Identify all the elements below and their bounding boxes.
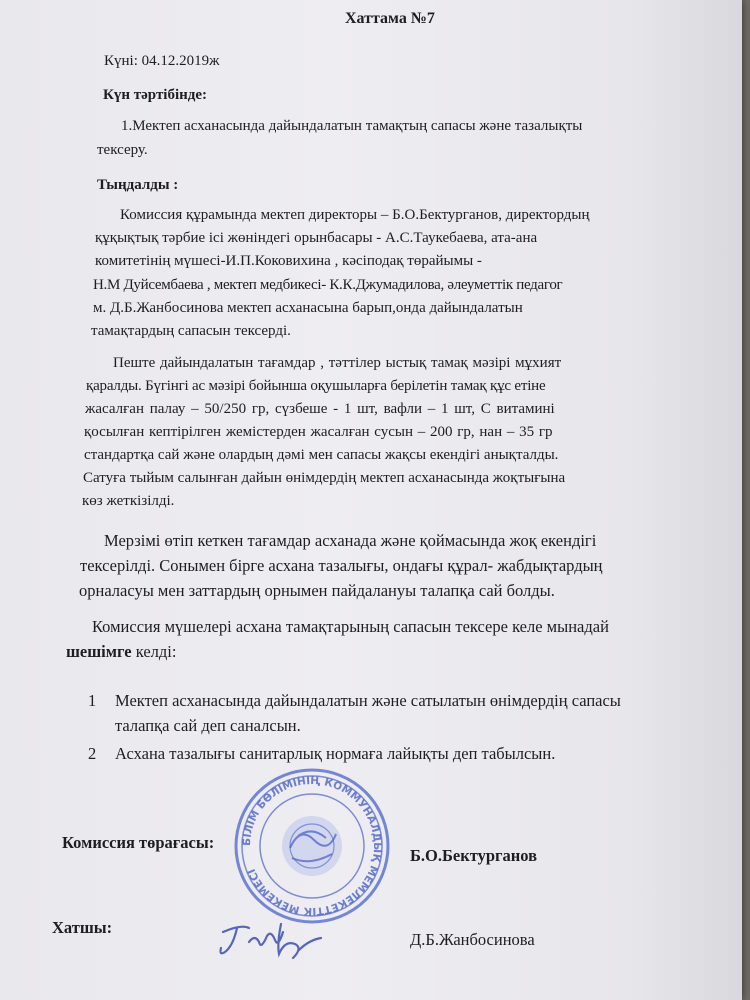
menu-line: жасалған палау – 50/250 гр, сүзбеше - 1 шт, вафли – 1 шт, С витамині: [85, 401, 555, 417]
decision-number: 2: [88, 744, 97, 763]
menu-line: қосылған кептірілген жемістерден жасалған сусын – 200 гр, нан – 35 гр: [84, 424, 553, 440]
commission-line: м. Д.Б.Жанбосинова мектеп асханасына барып,онда дайындалатын: [93, 300, 523, 316]
commission-line: тамақтардың сапасын тексерді.: [91, 323, 291, 339]
chair-name: Б.О.Бектурганов: [410, 846, 538, 865]
document-date: Күні: 04.12.2019ж: [104, 53, 220, 69]
decision-rest: келді:: [131, 642, 177, 661]
document-title: Хаттама №7: [345, 10, 435, 27]
expiry-line: Мерзімі өтіп кеткен тағамдар асханада және қоймасында жоқ екендігі: [104, 531, 597, 550]
chair-label: Комиссия төрағасы:: [62, 833, 215, 852]
menu-line: Сатуға тыйым салынған дайын өнімдердің мектеп асханасында жоқтығына: [83, 470, 566, 486]
menu-line: стандартқа сай және олардың дәмі мен сапасы жақсы екендігі анықталды.: [84, 447, 559, 463]
agenda-line: тексеру.: [97, 142, 148, 158]
agenda-heading: Күн тәртібінде:: [103, 87, 208, 103]
decision-intro-second: [66, 642, 176, 662]
commission-line: комитетінің мүшесі-И.П.Коковихина , кәсіподақ төрайымы -: [95, 253, 482, 269]
decision-bold-word: шешімге: [66, 642, 132, 661]
secretary-signature: [215, 912, 335, 972]
commission-line: құқықтық тәрбие ісі жөніндегі орынбасары - А.С.Таукебаева, ата-ана: [95, 230, 538, 246]
menu-line: қаралды. Бүгінгі ас мәзірі бойынша оқушыларға берілетін тамақ құс етіне: [86, 378, 546, 394]
commission-line: Комиссия құрамында мектеп директоры – Б.О.Бектурганов, директордың: [120, 207, 590, 223]
decision-text: Асхана тазалығы санитарлық нормаға лайықты деп табылсын.: [115, 744, 556, 763]
expiry-line: тексерілді. Сонымен бірге асхана тазалығы, ондағы құрал- жабдықтардың: [80, 556, 603, 575]
seal-ring-text: БІЛІМ БӨЛІМІНІҢ КОММУНАЛДЫҚ МЕМЛЕКЕТТІК МЕКЕМЕСІ: [240, 774, 384, 918]
decision-text: Мектеп асханасында дайындалатын және сатылатын өнімдердің сапасы: [115, 691, 621, 710]
menu-line: Пеште дайындалатын тағамдар , тәттілер ыстық тамақ мәзірі мұхият: [113, 355, 562, 371]
secretary-name: Д.Б.Жанбосинова: [410, 930, 535, 949]
secretary-label: Хатшы:: [52, 918, 113, 937]
decision-intro: Комиссия мүшелері асхана тамақтарының сапасын тексере келе мынадай: [92, 617, 609, 636]
commission-line: Н.М Дуйсембаева , мектеп медбикесі- К.К.Джумадилова, әлеуметтік педагог: [93, 277, 563, 293]
agenda-line: 1.Мектеп асханасында дайындалатын тамақтың сапасы және тазалықты: [121, 118, 583, 134]
official-seal: [232, 766, 392, 926]
decision-number: 1: [88, 691, 97, 710]
menu-line: көз жеткізілді.: [82, 493, 175, 509]
heard-heading: Тыңдалды :: [97, 177, 179, 193]
decision-text: талапқа сай деп саналсын.: [115, 716, 301, 735]
expiry-line: орналасуы мен заттардың орнымен пайдалануы талапқа сай болды.: [79, 581, 555, 600]
